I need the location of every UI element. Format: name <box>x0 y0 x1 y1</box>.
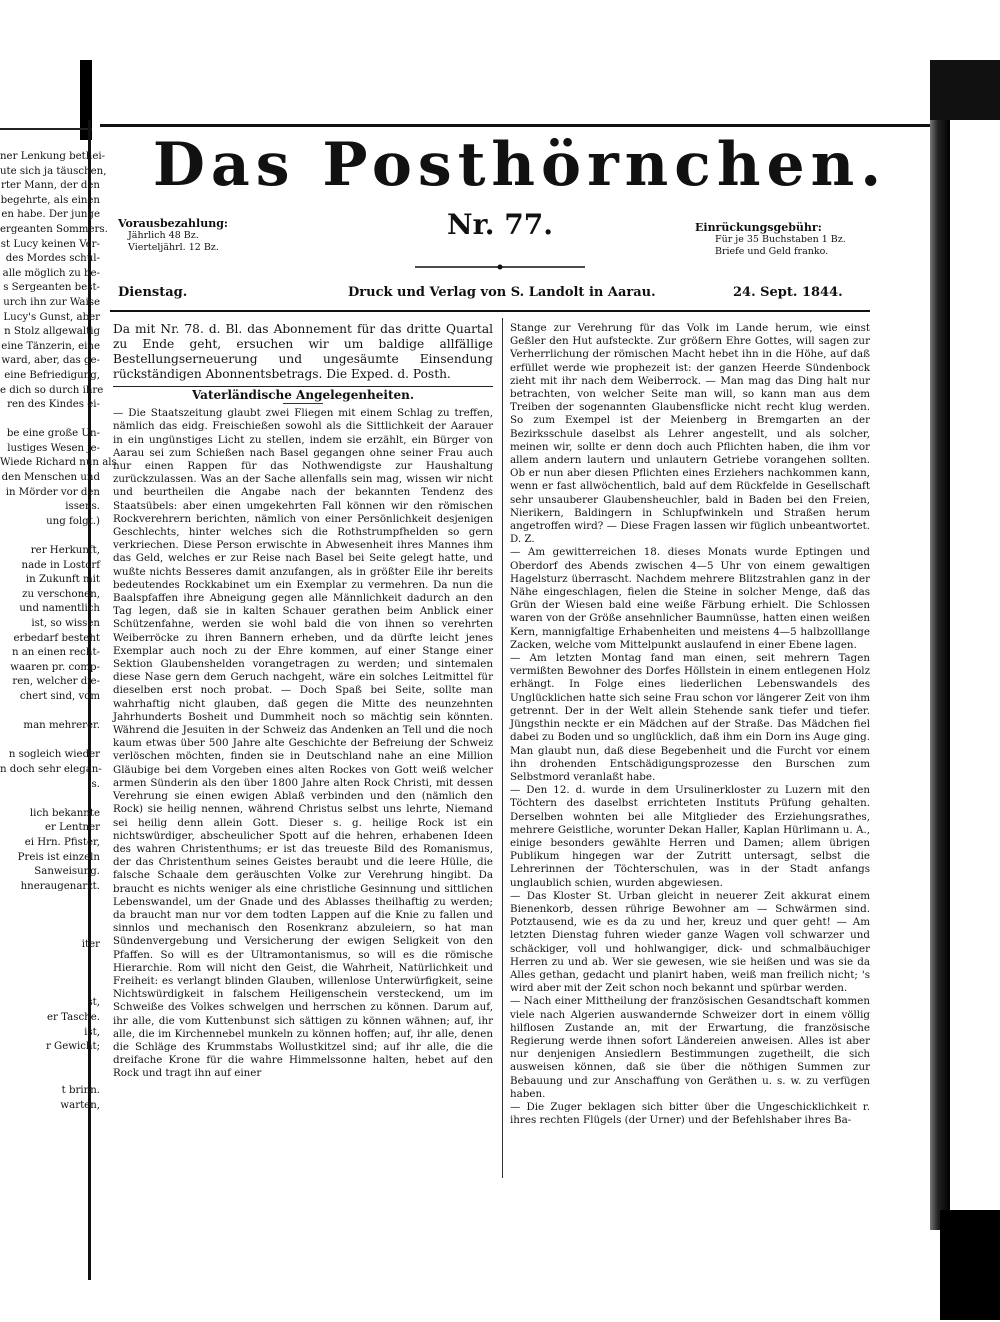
article-text: — Die Staatszeitung glaubt zwei Fliegen mit einem Schlag zu treffen, nämlich das eidg. Freischießen sowohl als die Sittlichkeit der Aarauer in ein ungünstiges Licht zu stellen, indem sie erzählt, ein Bürger von Aarau sei zum Schießen nach Basel gegangen ohne seiner Frau auch nur einen Rappen für das Nothwendigste zur Haushaltung zurückzulassen. Was an der Sache allenfalls sein mag, wissen wir nicht und beurtheilen die Angabe nach der bekannten Tendenz des Staatsübels: aber einen umgekehrten Fall können wir den römischen Rockverehrern berichten, nämlich von einer Persönlichkeit desjenigen Geschlechts, hinter welches sich die Rothstrumpfhelden so gern verkriechen. Diese Person erwischte in Abwesenheit ihres Mannes ihm das Geld, welches er zur Reise nach Basel bei Seite gelegt hatte, und wußte nichts Besseres damit anzufangen, als in größter Eile ihr bereits bedeutendes Rockkabinet um ein Exemplar zu vermehren. Da nun die Baalspfaffen ihre Abneigung gegen alle Männlichkeit dadurch an den Tag legen, daß sie in kalten Schauer gerathen beim Anblick einer Schützenfahne, werden sie wohl bald die von ihnen so verehrten Weiberröcke zu ihren Bannern erheben, und da dürfte leicht jenes Exemplar auch noch zu der Ehre kommen, auf einer Stange einer Sektion Glaubenshelden vorangetragen zu werden; und sintemalen diese Nase gern dem Geruch nachgeht, wäre ein solches Leitmittel für dieselben erst noch probat. — Doch Spaß bei Seite, sollte man wahrhaftig nicht glauben, daß gegen die Mitte des neunzehnten Jahrhunderts Bosheit und Dummheit noch so mächtig sein könnten. Während die Jesuiten in der Schweiz das Andenken an Tell und die noch kaum etwas über 500 Jahre alte Geschichte der Befreiung der Schweiz verlöschen möchten, finden sie in Deutschland nahe an eine Million Gläubige bei dem Vorgeben eines alten Rockes von Gott weiß welcher armen Sünderin als den über 1800 Jahre alten Rock Christi, mit dessen Verehrung sie einen ewigen Ablaß verbinden und den (nämlich den Rock) sie heilig nennen, während Christus selbst uns lehrte, Niemand sei heilig denn allein Gott. Dieser s. g. heilige Rock ist ein nichtswürdiger, abscheulicher Spott auf die hehren, erhabenen Ideen des wahren Christenthums; er ist das treueste Bild des Romanismus, der das Christenthum seines Geistes beraubt und die leere Hülle, die falsche Schaale dem geräuschten Volke zur Verehrung hingibt. Da braucht es nichts weniger als eine christliche Gesinnung und sittlichen Lebenswandel, um der Gnade und des Ablasses theilhaftig zu werden; da braucht man nur vor dem todten Lappen auf die Knie zu fallen und sinnlos und mechanisch den Rosenkranz abzuleiern, so hat man Sündenvergebung und Versicherung der ewigen Seligkeit von den Pfaffen. So will es der Ultramontanismus, so will es die römische Hierarchie. Rom will nicht den Geist, die Wahrheit, Natürlichkeit und Freiheit: es verlangt blinden Glauben, willenlose Unterwürfigkeit, seine Nichtswürdigkeit in falschem Heiligenschein versteckend, um im Schweiße des Volkes schwelgen und herrschen zu können. Darum auf, ihr alle, die vom Kuttenbunst sich sättigen zu können wähnen; auf, ihr alle, die im Kirchennebel munkeln zu können hoffen; auf, ihr alle, denen die Schläge des Krummstabs Wollustkitzel sind; auf ihr alle, die die dreifache Krone für die wahre Himmelssonne halten, hebet auf den Rock und tragt ihn auf einer <box>113 407 493 1080</box>
article-text: — Die Zuger beklagen sich bitter über die Ungeschicklichkeit r. ihres rechten Flügels (der Urner) und der Befehlshaber ihres Ba- <box>510 1100 870 1127</box>
left-fragment-line <box>0 413 100 428</box>
left-fragment-line: ung folgt.) <box>46 515 100 527</box>
left-fragment-line: lustiges Wesen je- <box>7 442 100 454</box>
left-fragment-line: ergeanten Sommers. <box>0 223 108 235</box>
left-fragment-line: den Menschen und <box>1 472 100 484</box>
issue-date: 24. Sept. 1844. <box>733 285 843 300</box>
ornament-rule <box>415 262 585 272</box>
section-heading <box>113 389 493 404</box>
left-fragment-line <box>0 909 100 924</box>
issue-number: Nr. 77. <box>447 208 553 241</box>
left-fragment-line: ist, <box>84 1026 100 1038</box>
left-fragment-line: Lucy's Gunst, aber <box>3 311 100 323</box>
left-fragment-line: lich bekannte <box>29 807 100 819</box>
insertion-note: Briefe und Geld franko. <box>715 246 829 257</box>
left-fragment-line: r Gewicht; <box>45 1041 100 1053</box>
header-rule <box>110 310 870 312</box>
masthead-title: Das Posthörnchen. <box>152 130 888 200</box>
subscription-info <box>118 218 298 254</box>
subscription-label: Vorausbezahlung: <box>118 217 228 230</box>
left-page-fragment <box>0 150 117 1230</box>
column-2 <box>510 322 870 1127</box>
left-fragment-line: rer Herkunft, <box>30 545 100 557</box>
left-fragment-line: und namentlich <box>19 603 100 615</box>
left-page-top-rule <box>0 128 92 130</box>
left-fragment-line <box>0 982 100 997</box>
left-fragment-line: zu verschonen, <box>22 588 100 600</box>
left-fragment-line <box>0 529 100 544</box>
scan-shadow <box>930 60 1000 120</box>
article-text: — Am gewitterreichen 18. dieses Monats wurde Eptingen und Oberdorf des Abends zwischen 4—5 Uhr von einem gewaltigen Hagelsturz überrascht. Nachdem mehrere Blitzstrahlen ganz in der Nähe eingeschlagen, fielen die Steine in solcher Menge, daß das Grün der Wiesen bald eine weiße Färbung erhielt. Die Schlossen waren von der Größe ansehnlicher Baumnüsse, hatten einen weißen Kern, mannigfaltige Erhabenheiten und meistens 4—5 halbzolllange Zacken, welche vom Mittelpunkt auslaufend in einer Ebene lagen. <box>510 546 870 651</box>
insertion-info <box>695 222 865 258</box>
left-fragment-line: eine Befriedigung, <box>4 369 100 381</box>
left-fragment-line: be eine große Un- <box>6 428 100 440</box>
left-fragment-line: in Zukunft mit <box>25 574 100 586</box>
left-fragment-line: des Mordes schul- <box>5 253 100 265</box>
left-fragment-line: ute sich ja täuschen, <box>0 165 107 177</box>
left-fragment-line: n Stolz allgewaltig <box>4 326 100 338</box>
subscription-quarterly: Vierteljährl. 12 Bz. <box>128 242 219 253</box>
left-fragment-line: ren des Kindes ei- <box>7 399 100 411</box>
left-fragment-line <box>0 1055 100 1070</box>
left-fragment-line: st, <box>87 997 100 1009</box>
left-fragment-line: rter Mann, der den <box>1 180 100 192</box>
left-fragment-line: alle möglich zu be- <box>2 267 100 279</box>
weekday: Dienstag. <box>118 285 188 300</box>
left-fragment-line: man mehrerer. <box>23 720 100 732</box>
left-fragment-line <box>0 953 100 968</box>
left-fragment-line <box>0 705 100 720</box>
left-fragment-line: in Mörder vor den <box>5 486 100 498</box>
left-fragment-line: Sanweisung. <box>34 866 100 878</box>
left-fragment-line: ren, welcher die- <box>12 676 100 688</box>
section-heading-text: Vaterländische Angelegenheiten. <box>191 388 415 402</box>
left-fragment-line: Wiede Richard nun als <box>0 457 117 469</box>
left-fragment-line: iter <box>81 939 100 951</box>
article-text: — Nach einer Mittheilung der französischen Gesandtschaft kommen viele nach Algerien auswandernde Schweizer dort in einem völlig hilflosen Zustande an, mit der Erwartung, die französische Regierung werde ihnen sofort Ländereien anweisen. Alles ist aber nur denjenigen Ansiedlern Bestimmungen zugetheilt, die sich ausweisen können, daß sie über die nöthigen Summen zur Bebauung und zur Anschaffung von Geräthen u. s. w. zu verfügen haben. <box>510 995 870 1100</box>
publisher-line: Druck und Verlag von S. Landolt in Aarau. <box>348 285 656 300</box>
page-right-edge <box>930 120 950 1230</box>
heading-underline <box>283 403 323 404</box>
left-fragment-line: e dich so durch ihre <box>0 384 104 396</box>
left-fragment-line: er Tasche. <box>47 1012 100 1024</box>
left-fragment-line <box>0 1069 100 1084</box>
scan-shadow-bottom <box>940 1210 1000 1320</box>
left-fragment-line: er Lentner <box>44 822 100 834</box>
left-fragment-line: s Sergeanten best- <box>3 282 100 294</box>
left-fragment-line <box>0 734 100 749</box>
subscription-yearly: Jährlich 48 Bz. <box>128 230 199 241</box>
left-fragment-line: ei Hrn. Pfister, <box>24 836 100 848</box>
insertion-label: Einrückungsgebühr: <box>695 221 822 234</box>
left-fragment-line: t brinn. <box>61 1085 100 1096</box>
left-fragment-line: waaren pr. comp- <box>10 661 100 673</box>
left-fragment-line: s. <box>91 778 100 790</box>
left-fragment-line: warten, <box>60 1099 100 1111</box>
left-fragment-line: chert sind, vom <box>19 690 100 702</box>
column-divider <box>502 318 503 1178</box>
left-fragment-line: st Lucy keinen Ver- <box>0 238 100 250</box>
subscription-notice: Da mit Nr. 78. d. Bl. das Abonnement für das dritte Quartal zu Ende geht, ersuchen wir um baldige allfällige Bestellungserneuerung und ungesäumte Einsendung rückständigen Abonnentsbetrags. Die Exped. d. Posth. <box>113 322 493 387</box>
article-text: Stange zur Verehrung für das Volk im Lande herum, wie einst Geßler den Hut aufsteckte. Zur größern Ehre Gottes, will sagen zur Verherrlichung der römischen Macht hebet ihn in die Höhe, auf daß erfüllet werde wie prophezeit ist: der ganzen Heerde Sündenbock zieht mit ihr nach dem Weiberrock. — Man mag das Ding halt nur betrachten, von welcher Seite man will, so kann man aus dem Treiben der sogenannten Glaubensflicke nicht recht klug werden. So zum Exempel ist der Meienberg in Bremgarten an der Bezirksschule daselbst als Lehrer angestellt, und als solcher, meinen wir, sollte er denn doch auch Pflichten haben, die ihm vor allem andern lautern und unlautern Getriebe vorangehen sollten. Ob er nun aber diesen Pflichten eines Erziehers nachkommen kann, wenn er fast allwöchentlich, bald auf dem Rückfelde in Gesellschaft sehr unsauberer Glaubensheuchler, bald in Baden bei den Freien, Nierikern, Baldingern in Schlupfwinkeln und Straßen herum angetroffen wird? — Diese Fragen lassen wir füglich unbeantwortet. D. Z. <box>510 322 870 546</box>
insertion-rate: Für je 35 Buchstaben 1 Bz. <box>715 234 846 245</box>
article-text: — Am letzten Montag fand man einen, seit mehrern Tagen vermißten Bewohner des Dorfes Höllstein in einem entlegenen Holz erhängt. In Folge eines liederlichen Lebenswandels des Unglücklichen hatte sich seine Frau schon vor längerer Zeit von ihm getrennt. Der in der Welt allein Stehende sank tiefer und tiefer. Jüngsthin neckte er ein Mädchen auf der Straße. Das Mädchen fiel dabei zu Boden und so unglücklich, daß ihm ein Dorn ins Auge ging. Man glaubt nun, daß diese Begebenheit und die Furcht vor einem ihn drohenden Entschädigungsprozesse den Burschen zum Selbstmord veranlaßt habe. <box>510 652 870 783</box>
left-fragment-line <box>0 967 100 982</box>
left-fragment-line: n sogleich wieder <box>8 749 100 761</box>
left-fragment-line: hneraugenarzt. <box>20 880 100 892</box>
left-fragment-line <box>0 894 100 909</box>
left-fragment-line: ward, aber, das ge- <box>1 355 100 367</box>
left-fragment-line: eine Tänzerin, eine <box>1 340 100 352</box>
left-fragment-line: en habe. Der junge <box>1 209 100 221</box>
left-fragment-line: n doch sehr elegan- <box>0 763 102 775</box>
left-fragment-line: n an einen recht- <box>11 647 100 659</box>
article-text: — Das Kloster St. Urban gleicht in neuerer Zeit akkurat einem Bienenkorb, dessen rührige Bewohner am — Schwärmen sind. Potztausend, wie es da zu und her, kreuz und quer geht! — Am letzten Dienstag fuhren wieder ganze Wagen voll schwarzer und schäckiger, voll und hohlwangiger, dick- und schmalbäuchiger Herren zu und ab. Wer sie gewesen, wie sie heißen und was sie da Alles gethan, gedacht und planirt haben, weiß man freilich nicht; 's wird aber mit der Zeit schon noch bekannt und spürbar werden. <box>510 889 870 995</box>
left-fragment-line: begehrte, als einen <box>0 194 100 206</box>
left-fragment-line: nade in Lostorf <box>21 559 100 571</box>
column-1 <box>113 322 493 1081</box>
left-fragment-line <box>0 792 100 807</box>
left-fragment-line: ner Lenkung bethei- <box>0 151 106 162</box>
left-fragment-line: ist, so wissen <box>31 618 100 629</box>
left-fragment-line <box>0 923 100 938</box>
page-top-rule <box>100 124 940 127</box>
left-fragment-line: erbedarf besteht <box>13 632 100 644</box>
left-fragment-line: issens. <box>65 501 100 513</box>
left-fragment-line: urch ihn zur Waise <box>3 296 100 308</box>
left-fragment-line: Preis ist einzeln <box>17 851 100 863</box>
article-text: — Den 12. d. wurde in dem Ursulinerkloster zu Luzern mit den Töchtern des daselbst errichteten Instituts Prüfung gehalten. Derselben wohnten bei alle Mitglieder des Erziehungsrathes, mehrere Geistliche, worunter Dekan Haller, Kaplan Hürlimann u. A., einige besonders gewählte Herren und Damen; allem übrigen Publikum hingegen war der Zutritt untersagt, selbst die Lehrerinnen der Töchterschulen, was in der Stadt anfangs unglaublich schien, wurden abgewiesen. <box>510 784 870 889</box>
